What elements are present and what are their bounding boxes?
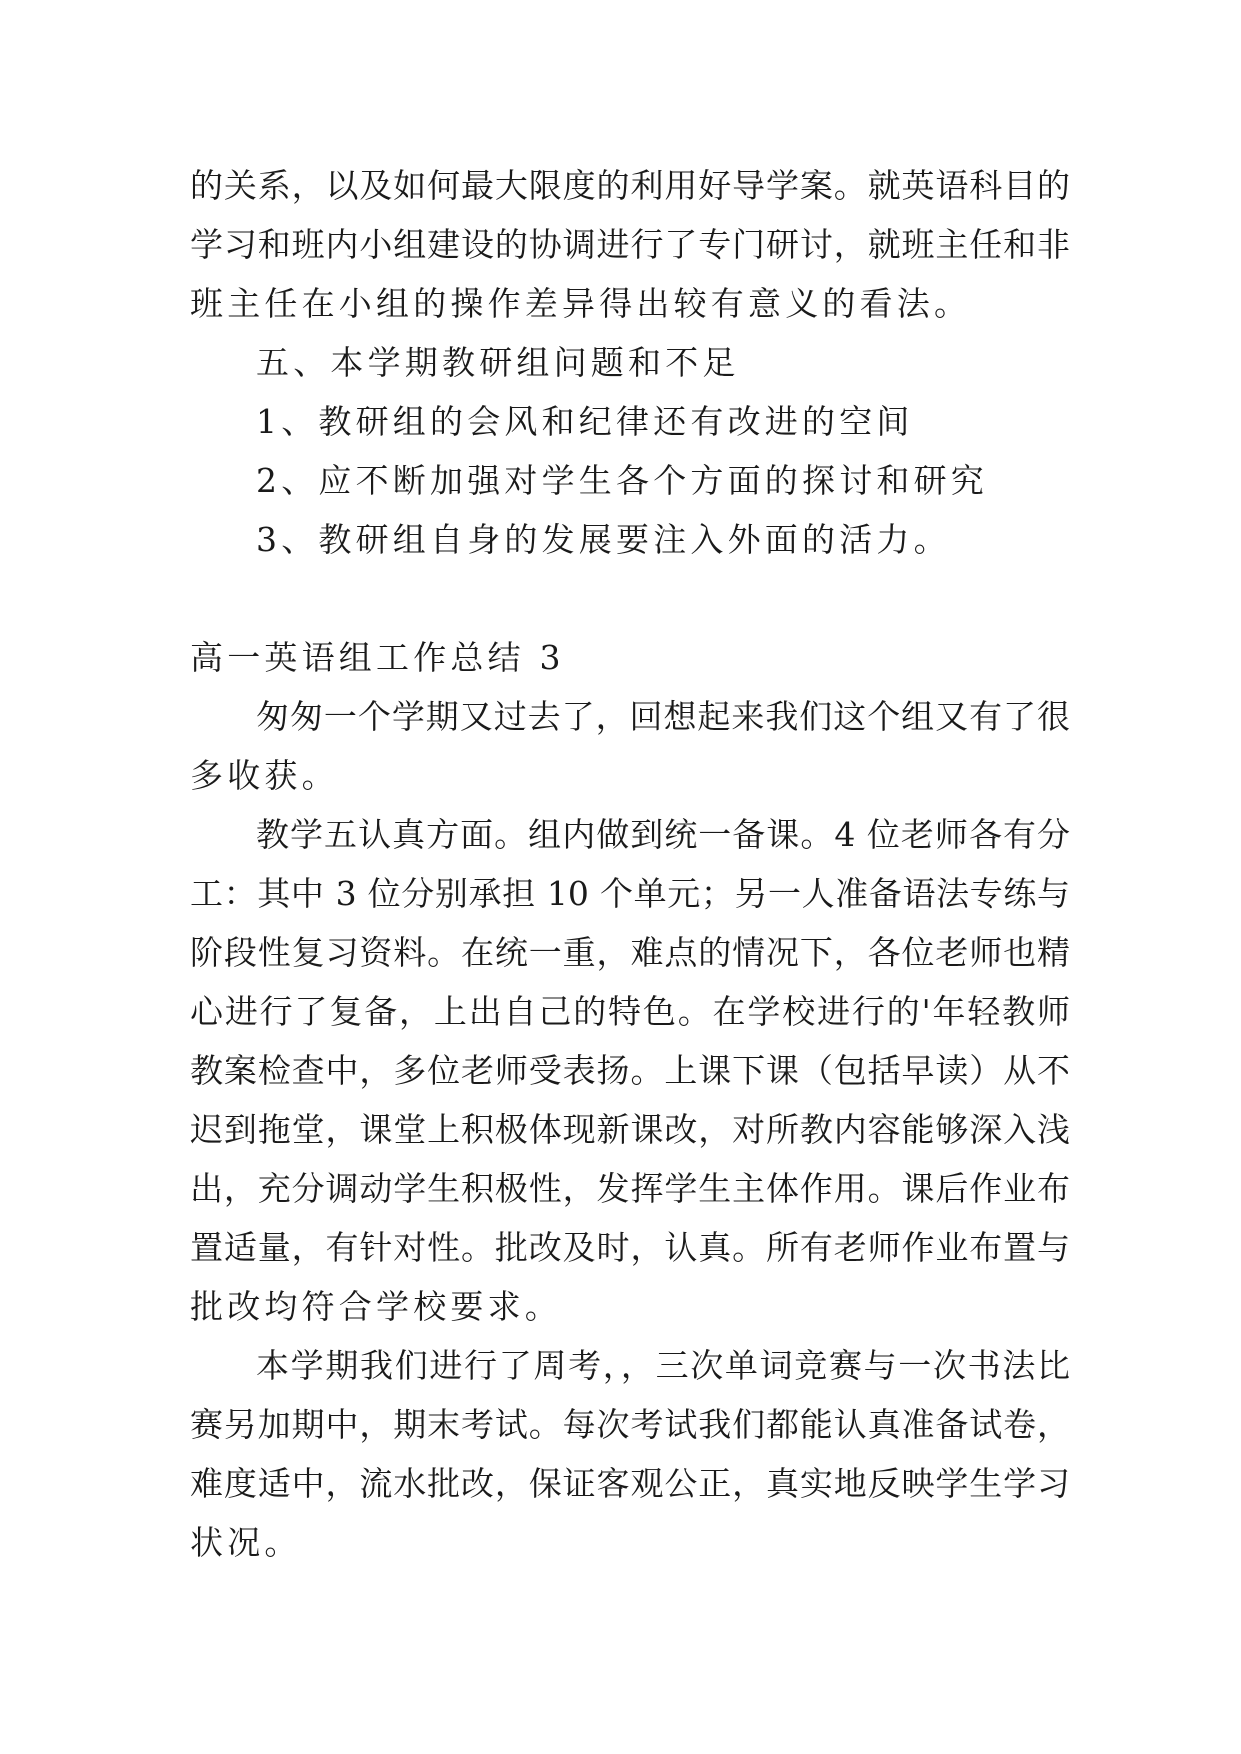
- paragraph-line: 批改均符合学校要求。: [190, 1287, 562, 1326]
- paragraph-line: 教学五认真方面。组内做到统一备课。4 位老师各有分: [256, 815, 1070, 854]
- problem-item: 3、教研组自身的发展要注入外面的活力。: [256, 520, 951, 559]
- body-text-line: 的关系，以及如何最大限度的利用好导学案。就英语科目的: [190, 166, 1070, 205]
- paragraph-line: 本学期我们进行了周考，，三次单词竞赛与一次书法比: [256, 1346, 1070, 1385]
- problem-item: 2、应不断加强对学生各个方面的探讨和研究: [256, 461, 988, 500]
- paragraph-line: 匆匆一个学期又过去了，回想起来我们这个组又有了很: [256, 697, 1070, 736]
- paragraph-line: 多收获。: [190, 756, 339, 795]
- paragraph-line: 工：其中 3 位分别承担 10 个单元；另一人准备语法专练与: [190, 874, 1070, 913]
- paragraph-line: 赛另加期中，期末考试。每次考试我们都能认真准备试卷，: [190, 1405, 1070, 1444]
- paragraph-line: 迟到拖堂，课堂上积极体现新课改，对所教内容能够深入浅: [190, 1110, 1070, 1149]
- paragraph-line: 教案检查中，多位老师受表扬。上课下课（包括早读）从不: [190, 1051, 1070, 1090]
- paragraph-line: 阶段性复习资料。在统一重，难点的情况下，各位老师也精: [190, 933, 1070, 972]
- problems-heading: 五、本学期教研组问题和不足: [256, 343, 740, 382]
- body-text-line: 班主任在小组的操作差异得出较有意义的看法。: [190, 284, 972, 323]
- paragraph-line: 状况。: [190, 1523, 302, 1562]
- paragraph-line: 出，充分调动学生积极性，发挥学生主体作用。课后作业布: [190, 1169, 1070, 1208]
- paragraph-line: 置适量，有针对性。批改及时，认真。所有老师作业布置与: [190, 1228, 1070, 1267]
- paragraph-line: 心进行了复备，上出自己的特色。在学校进行的'年轻教师: [190, 992, 1070, 1031]
- paragraph-line: 难度适中，流水批改，保证客观公正，真实地反映学生学习: [190, 1464, 1070, 1503]
- body-text-line: 学习和班内小组建设的协调进行了专门研讨，就班主任和非: [190, 225, 1070, 264]
- section-title: 高一英语组工作总结 3: [190, 638, 565, 677]
- problem-item: 1、教研组的会风和纪律还有改进的空间: [256, 402, 914, 441]
